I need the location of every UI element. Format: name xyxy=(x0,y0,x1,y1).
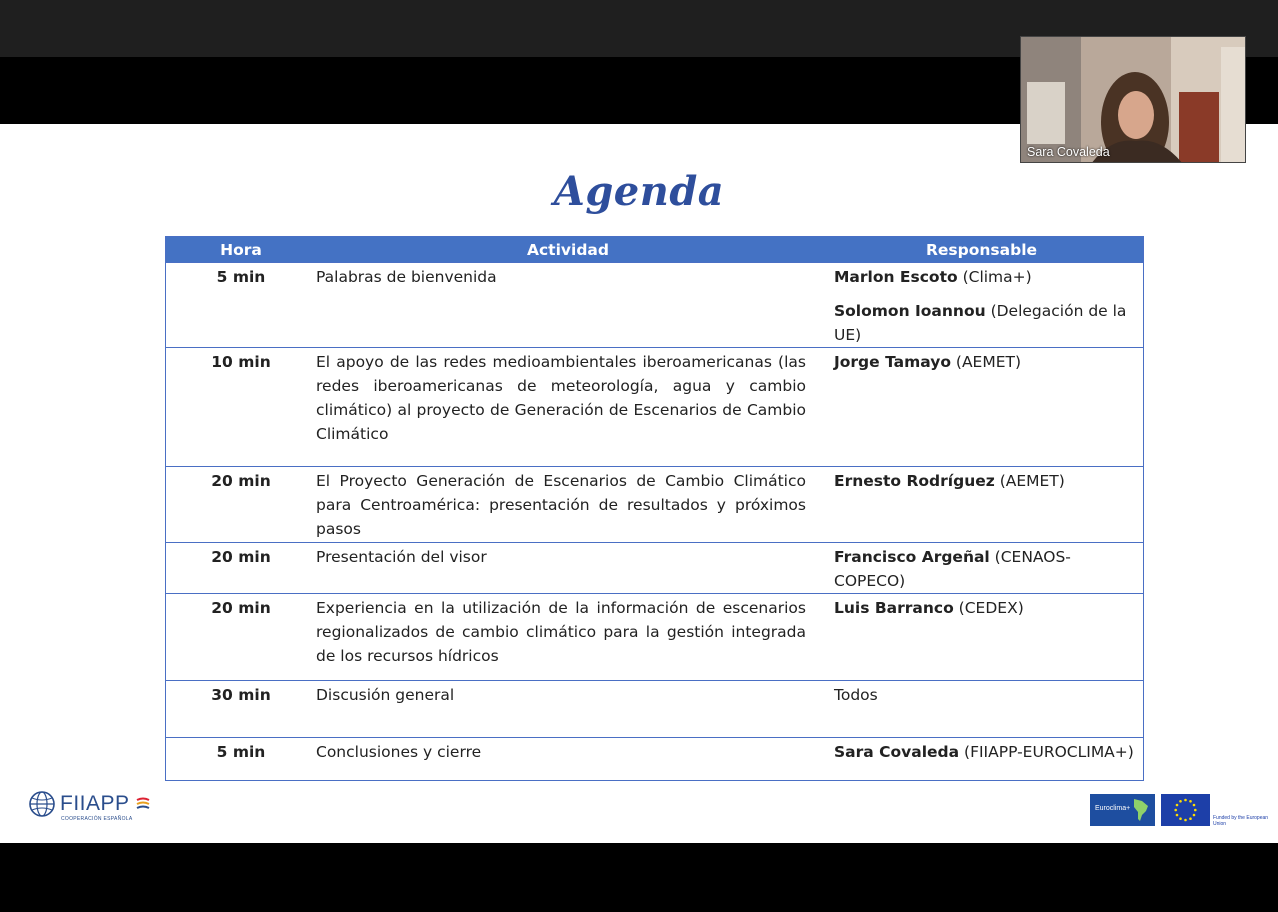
responsable-name: Sara Covaleda xyxy=(834,743,960,761)
euroclima-logo-text: Euroclima+ xyxy=(1095,805,1131,812)
fiiapp-logo xyxy=(28,789,158,825)
responsable-org: (AEMET) xyxy=(994,472,1065,490)
slide-title: Agenda xyxy=(553,168,725,215)
header-hora: Hora xyxy=(166,237,317,263)
fiiapp-logo-text: FIIAPP xyxy=(60,792,130,815)
actividad-cell: Discusión general xyxy=(316,681,820,738)
responsable-name: Luis Barranco xyxy=(834,599,954,617)
actividad-cell: Experiencia en la utilización de la información de escenarios regionalizados de cambio climático para la gestión integrada de los recursos hídricos xyxy=(316,594,820,681)
responsable-org: (CENAOS-COPECO) xyxy=(834,548,1071,590)
actividad-cell: Conclusiones y cierre xyxy=(316,738,820,781)
responsable-org: (Delegación de la UE) xyxy=(834,302,1127,344)
hora-cell: 5 min xyxy=(166,738,317,781)
actividad-cell: Palabras de bienvenida xyxy=(316,263,820,348)
hora-cell: 20 min xyxy=(166,543,317,594)
table-row xyxy=(166,681,1144,738)
latam-map-icon xyxy=(1130,797,1152,823)
agenda-header-row xyxy=(166,237,1144,263)
eu-flag-icon xyxy=(1161,794,1210,826)
table-row xyxy=(166,738,1144,781)
responsable-name: Francisco Argeñal xyxy=(834,548,990,566)
responsable-cell xyxy=(820,543,1144,594)
participant-video-tile[interactable] xyxy=(1020,36,1246,163)
globe-icon xyxy=(28,790,56,818)
responsable-name: Solomon Ioannou xyxy=(834,302,986,320)
table-row xyxy=(166,594,1144,681)
hora-cell: 10 min xyxy=(166,348,317,467)
table-row xyxy=(166,263,1144,348)
responsable-cell xyxy=(820,738,1144,781)
responsable-name: Marlon Escoto xyxy=(834,268,958,286)
hora-cell: 30 min xyxy=(166,681,317,738)
table-row xyxy=(166,348,1144,467)
responsable-name: Jorge Tamayo xyxy=(834,353,951,371)
responsable-cell xyxy=(820,348,1144,467)
shared-slide xyxy=(0,124,1278,843)
table-row xyxy=(166,543,1144,594)
responsable-org: (FIIAPP-EUROCLIMA+) xyxy=(959,743,1134,761)
responsable-cell xyxy=(820,594,1144,681)
responsable-org: (CEDEX) xyxy=(953,599,1024,617)
responsable-org: Todos xyxy=(834,686,878,704)
responsable-cell xyxy=(820,263,1144,348)
responsable-name: Ernesto Rodríguez xyxy=(834,472,995,490)
hora-cell: 5 min xyxy=(166,263,317,348)
hora-cell: 20 min xyxy=(166,594,317,681)
responsable-org: (Clima+) xyxy=(957,268,1032,286)
euroclima-logo xyxy=(1090,794,1155,826)
fiiapp-logo-subtext: COOPERACIÓN ESPAÑOLA xyxy=(61,816,133,822)
actividad-cell: El apoyo de las redes medioambientales iberoamericanas (las redes iberoamericanas de meteorología, agua y cambio climático) al proyecto de Generación de Escenarios de Cambio Climático xyxy=(316,348,820,467)
funded-by-eu-text: Funded by the European Union xyxy=(1213,815,1269,827)
responsable-org: (AEMET) xyxy=(950,353,1022,371)
hora-cell: 20 min xyxy=(166,467,317,543)
actividad-cell: El Proyecto Generación de Escenarios de Cambio Climático para Centroamérica: presentación de resultados y próximos pasos xyxy=(316,467,820,543)
responsable-cell xyxy=(820,681,1144,738)
table-row xyxy=(166,467,1144,543)
responsable-cell xyxy=(820,467,1144,543)
agenda-table xyxy=(165,236,1144,781)
participant-name-label: Sara Covaleda xyxy=(1027,145,1110,159)
cooperacion-icon xyxy=(136,797,150,809)
eu-stars-icon xyxy=(1161,794,1210,826)
header-actividad: Actividad xyxy=(316,237,820,263)
actividad-cell: Presentación del visor xyxy=(316,543,820,594)
header-responsable: Responsable xyxy=(820,237,1144,263)
